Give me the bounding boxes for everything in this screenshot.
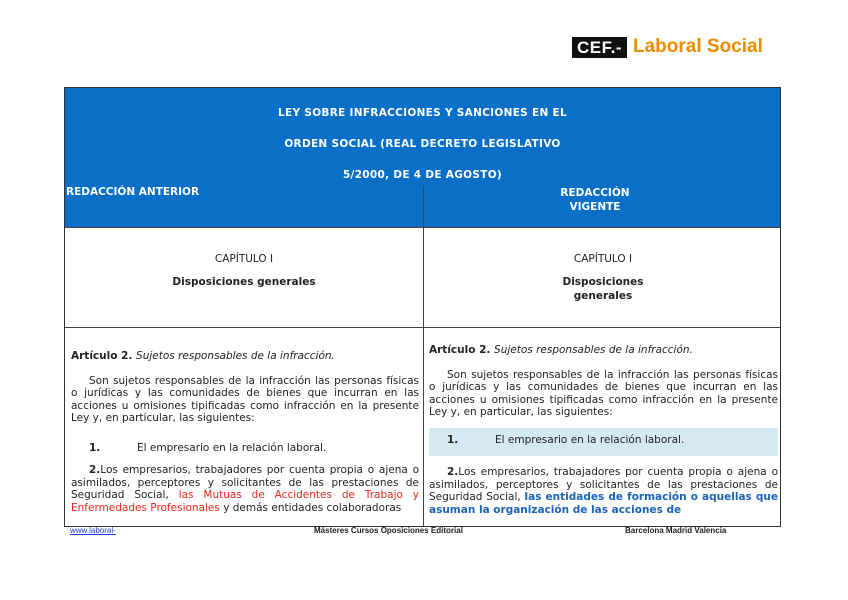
- current-article-cell: [429, 344, 778, 516]
- current-item-1-highlight: [429, 428, 778, 457]
- current-article-intro: Son sujetos responsables de la infracción las personas físicas o jurídicas y las comunidades de bienes que incurran en las acciones u omisiones tipificadas como infracción en la presente Ley y, en particular, las siguientes:: [429, 368, 778, 418]
- article-title: Sujetos responsables de la infracción.: [136, 350, 335, 362]
- previous-article-cell: [71, 350, 419, 514]
- header-title-line-2: ORDEN SOCIAL (REAL DECRETO LEGISLATIVO: [284, 138, 561, 150]
- previous-item-2-deleted-text: las Mutuas de Accidentes de Trabajo y Enfermedades Profesionales: [71, 489, 419, 514]
- article-title: Sujetos responsables de la infracción.: [494, 344, 693, 356]
- comparison-table: [64, 87, 781, 527]
- row-divider-1: [65, 227, 780, 228]
- chapter-number-right: CAPÍTULO I: [573, 253, 633, 265]
- chapter-title-right-line-2: generales: [573, 290, 633, 302]
- page-footer: [70, 526, 760, 538]
- current-item-2: [429, 466, 778, 516]
- current-item-1: [429, 434, 778, 447]
- item-2-number: 2.: [447, 466, 459, 478]
- previous-item-2-text: Los empresarios, trabajadores por cuenta propia o ajena o asimilados, perceptores y solicitantes de las prestaciones de Seguridad Social,: [71, 464, 419, 501]
- chapter-title-left: Disposiciones generales: [172, 276, 316, 288]
- footer-cities: Barcelona Madrid Valencia: [625, 526, 727, 535]
- previous-item-2-tail: y demás entidades colaboradoras: [223, 501, 402, 514]
- column-divider: [423, 186, 424, 527]
- header-title-line-1: LEY SOBRE INFRACCIONES Y SANCIONES EN EL: [278, 107, 567, 119]
- previous-article-intro: Son sujetos responsables de la infracción las personas físicas o jurídicas y las comunidades de bienes que incurran en las acciones u omisiones tipificadas como infracción en la presente Ley y, en particular, las siguientes:: [71, 374, 419, 424]
- previous-item-2: [71, 464, 419, 514]
- chapter-title-right-line-1: Disposiciones: [562, 276, 644, 288]
- item-2-number: 2.: [89, 464, 101, 476]
- current-item-2-text: Los empresarios, trabajadores por cuenta propia o ajena o asimilados, perceptores y solicitantes de las prestaciones de Seguridad Social,: [429, 466, 778, 503]
- chapter-title-right: [424, 275, 781, 303]
- item-1-number: 1.: [447, 433, 459, 446]
- column-header-current: [545, 186, 645, 214]
- previous-article-heading: [71, 350, 419, 363]
- column-header-previous: REDACCIÓN ANTERIOR: [66, 186, 200, 198]
- column-header-current-line-1: REDACCIÓN: [560, 187, 630, 199]
- article-label: Artículo 2.: [429, 344, 491, 356]
- chapter-number-left: CAPÍTULO I: [214, 253, 274, 265]
- item-1-text: El empresario en la relación laboral.: [495, 433, 685, 446]
- logo-mark: CEF.-: [572, 37, 627, 58]
- column-header-current-line-2: VIGENTE: [569, 201, 621, 213]
- row-divider-2: [65, 327, 780, 328]
- cef-logo: [572, 36, 763, 58]
- footer-services: Másteres Cursos Oposiciones Editorial: [314, 526, 463, 535]
- item-1-number: 1.: [89, 441, 101, 454]
- article-label: Artículo 2.: [71, 350, 133, 362]
- previous-item-1: [71, 442, 419, 455]
- current-item-2-added-text: las entidades de formación o aquellas que asuman la organización de las acciones de: [429, 491, 779, 516]
- item-1-text: El empresario en la relación laboral.: [137, 441, 327, 454]
- header-title-line-3: 5/2000, DE 4 DE AGOSTO): [342, 169, 503, 181]
- current-article-heading: [429, 344, 778, 357]
- footer-website-link[interactable]: www.laboral-: [70, 526, 116, 535]
- logo-text: Laboral Social: [633, 36, 763, 57]
